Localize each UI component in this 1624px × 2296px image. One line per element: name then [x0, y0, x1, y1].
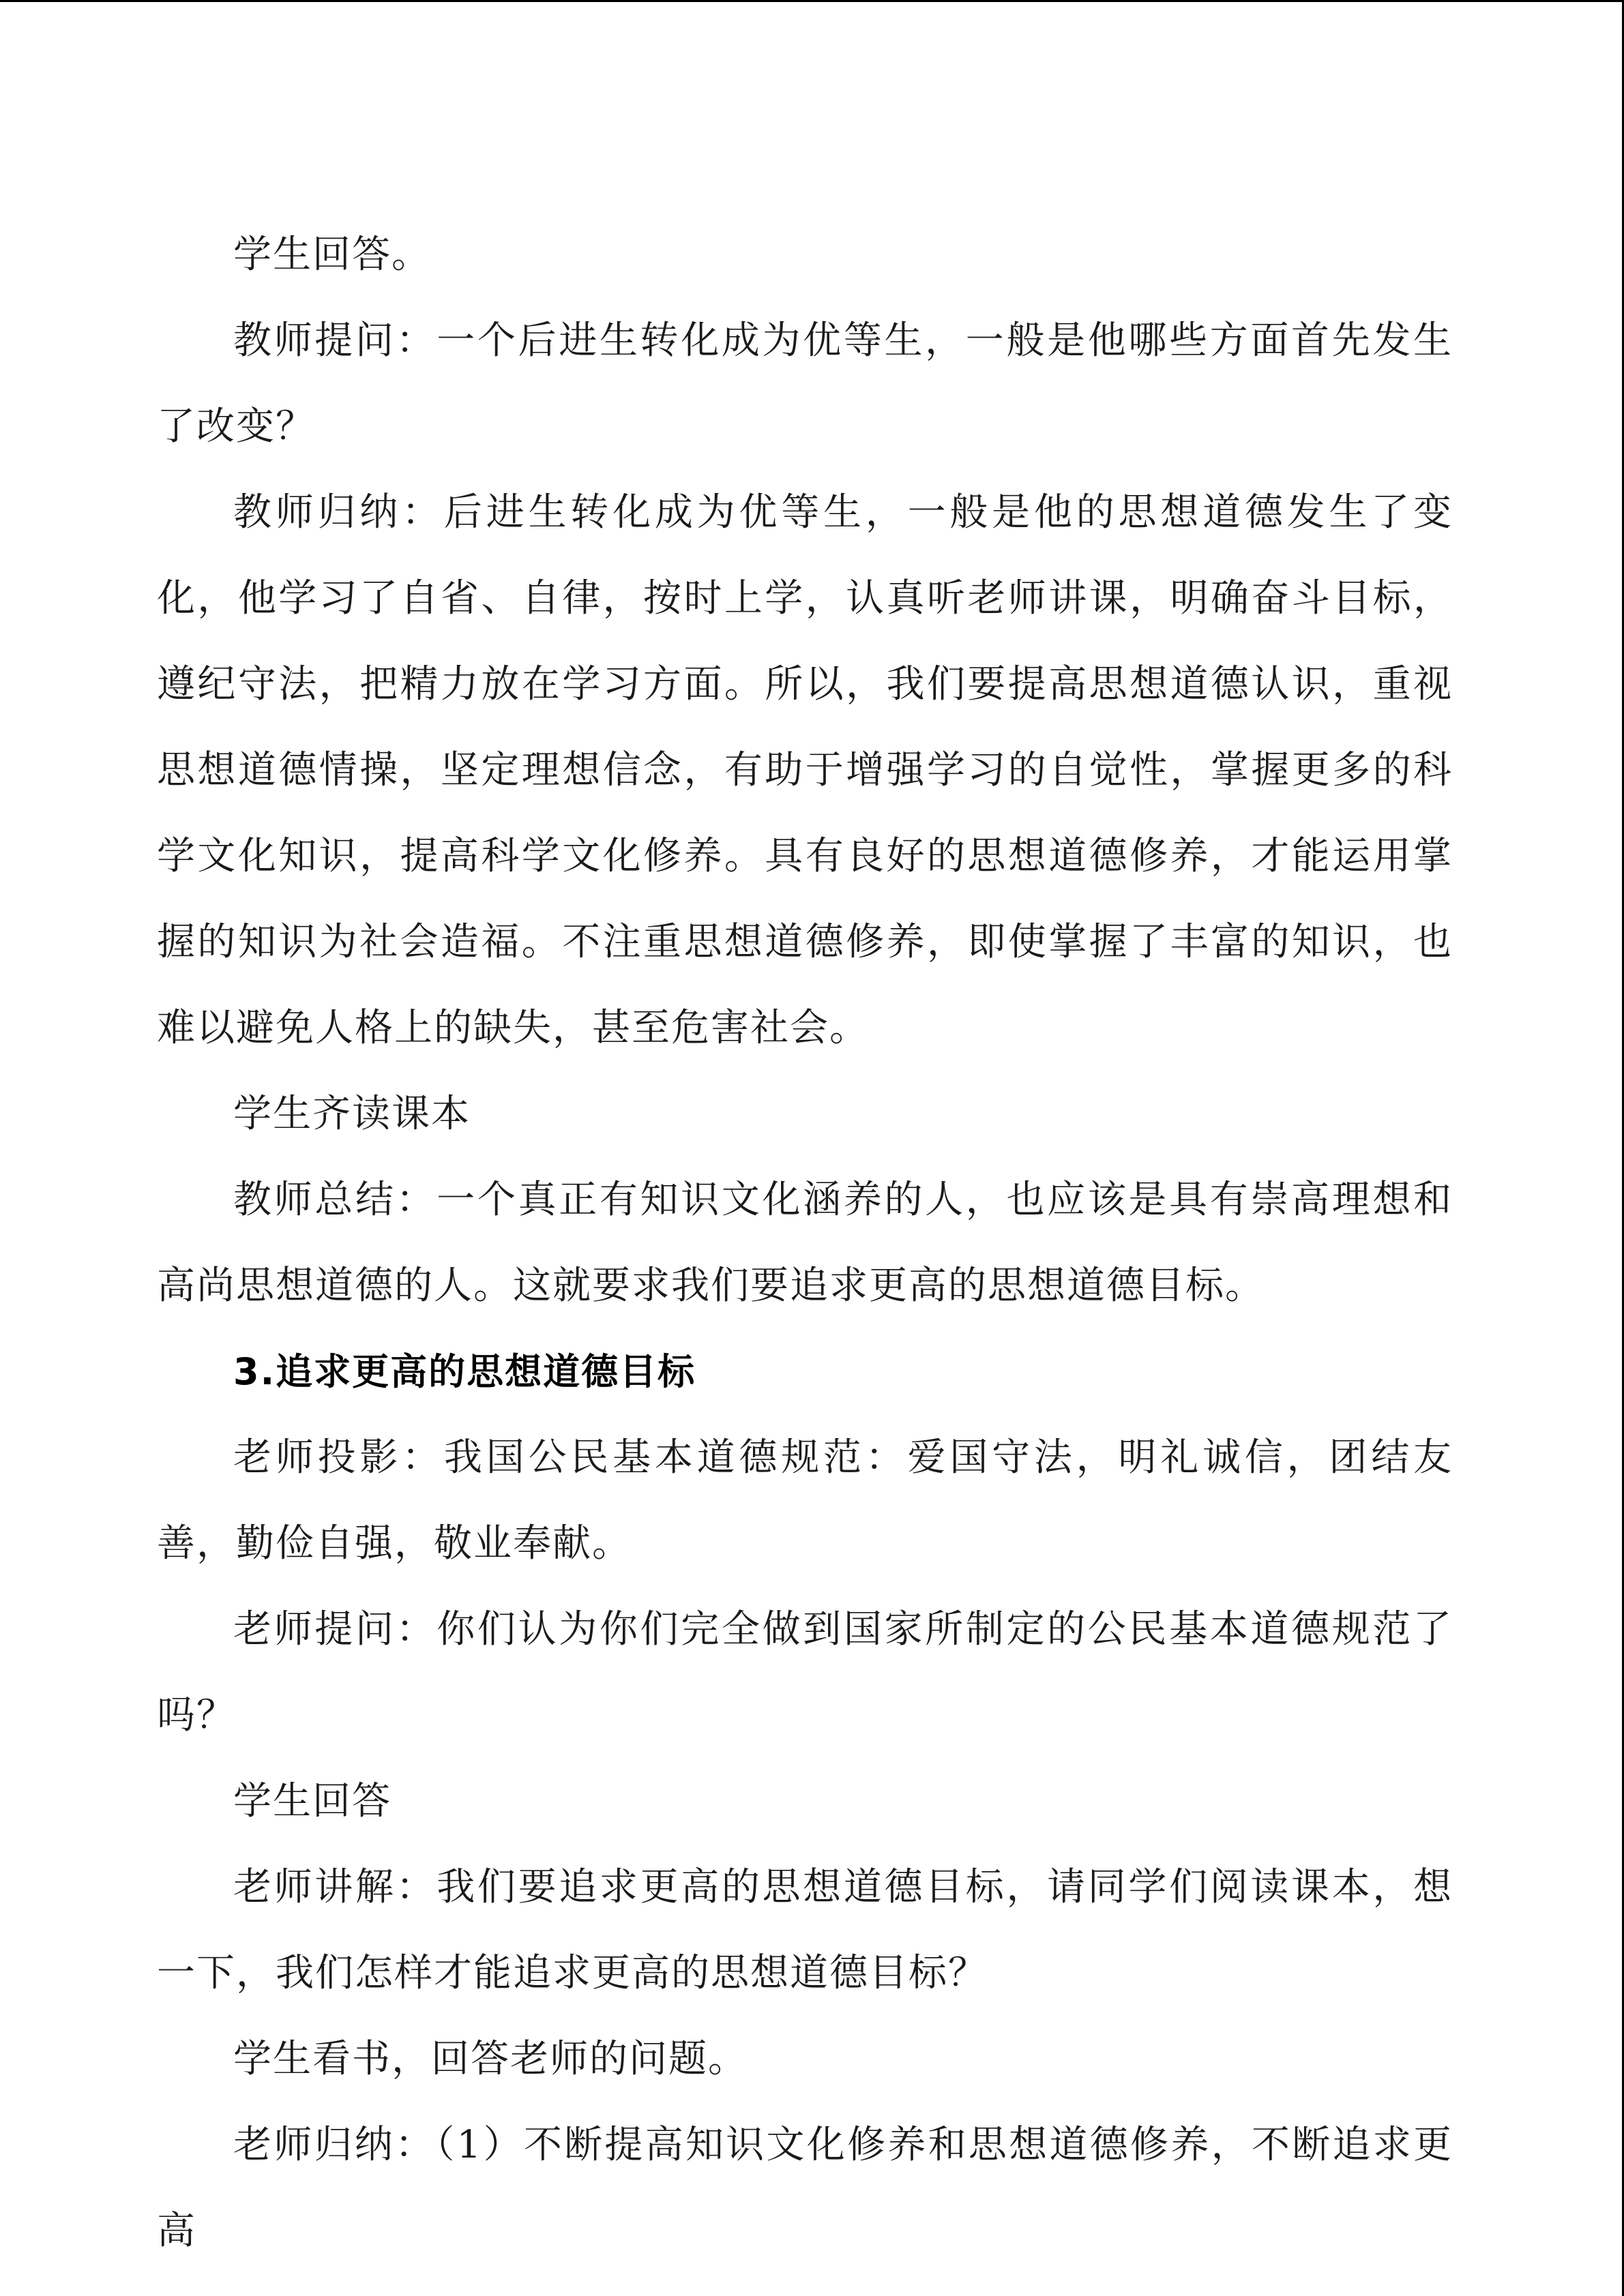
- paragraph-teacher-summary: 教师归纳：后进生转化成为优等生，一般是他的思想道德发生了变化，他学习了自省、自律，按时上学，认真听老师讲课，明确奋斗目标，遵纪守法，把精力放在学习方面。所以，我们要提高思想道德认识，重视思想道德情操，坚定理想信念，有助于增强学习的自觉性，掌握更多的科学文化知识，提高科学文化修养。具有良好的思想道德修养，才能运用掌握的知识为社会造福。不注重思想道德修养，即使掌握了丰富的知识，也难以避免人格上的缺失，甚至危害社会。: [157, 490, 1453, 1050]
- document-body: [157, 212, 1453, 2274]
- paragraph-teacher-question: 教师提问：一个后进生转化成为优等生，一般是他哪些方面首先发生了改变？: [157, 318, 1453, 449]
- paragraph-teacher-projection: 老师投影：我国公民基本道德规范：爱国守法，明礼诚信，团结友善，勤俭自强，敬业奉献。: [157, 1435, 1453, 1566]
- paragraph-teacher-explanation: 老师讲解：我们要追求更高的思想道德目标，请同学们阅读课本，想一下，我们怎样才能追求更高的思想道德目标？: [157, 1865, 1453, 1995]
- paragraph-teacher-conclusion: 教师总结：一个真正有知识文化涵养的人，也应该是具有崇高理想和高尚思想道德的人。这就要求我们要追求更高的思想道德目标。: [157, 1178, 1453, 1308]
- paragraph-teacher-induction: 老师归纳：（1）不断提高知识文化修养和思想道德修养，不断追求更高: [157, 2123, 1453, 2253]
- paragraph-student-answer-2: 学生回答: [233, 1779, 392, 1823]
- section-heading: 3.追求更高的思想道德目标: [233, 1350, 696, 1393]
- paragraph-student-answer: 学生回答。: [233, 233, 431, 277]
- paragraph-students-read: 学生齐读课本: [233, 1092, 471, 1136]
- paragraph-students-read-book: 学生看书，回答老师的问题。: [233, 2037, 748, 2081]
- paragraph-teacher-question-2: 老师提问：你们认为你们完全做到国家所制定的公民基本道德规范了吗？: [157, 1607, 1453, 1738]
